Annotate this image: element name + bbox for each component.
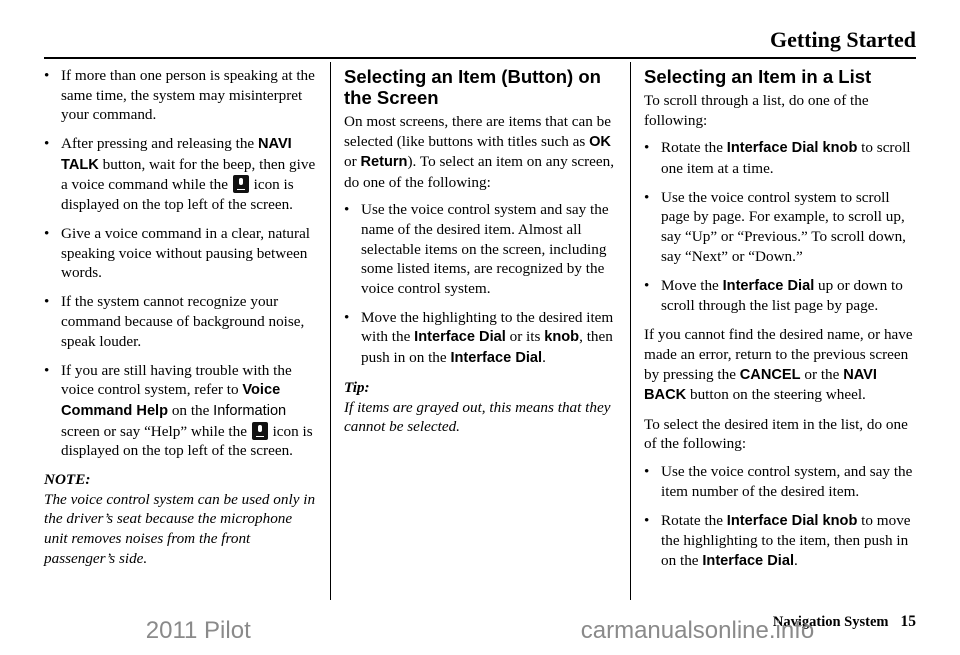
interface-dial-knob-key: Interface Dial knob: [726, 512, 858, 529]
scroll-list: [644, 138, 916, 316]
list-item-text: Use the voice control system, and say the item number of the desired item.: [661, 463, 913, 500]
paragraph-text: If you cannot find the desired name, or have made an error, return to the previous screen by pressing the: [644, 326, 913, 383]
column-2: [344, 66, 616, 437]
list-item-text: Rotate the: [661, 139, 723, 157]
note-label: NOTE:: [44, 471, 91, 489]
paragraph-text: button on the steering wheel.: [689, 386, 866, 404]
list-item: [44, 134, 316, 214]
list-item-text: Give a voice command in a clear, natural speaking voice without pausing between words.: [61, 225, 311, 282]
paragraph-text: or the: [804, 365, 840, 383]
list-item: [644, 138, 916, 178]
list-item: [644, 276, 916, 316]
microphone-icon: [252, 422, 268, 440]
paragraph: [644, 325, 916, 405]
select-button-list: [344, 200, 616, 368]
paragraph: [344, 112, 616, 192]
interface-dial-key: Interface Dial: [702, 552, 794, 569]
page-header-title: Getting Started: [769, 27, 916, 52]
tip-text: If items are grayed out, this means that they cannot be selected.: [344, 398, 611, 436]
list-item-text: After pressing and releasing the: [61, 135, 255, 153]
knob-key: knob: [544, 329, 580, 346]
return-key: Return: [360, 154, 408, 171]
page-number: 15: [900, 613, 916, 630]
list-item: [44, 292, 316, 351]
paragraph-text: ). To select an item on any screen, do one of the following:: [344, 153, 615, 191]
list-item-text: Rotate the: [661, 511, 723, 529]
voice-tips-list: [44, 66, 316, 461]
interface-dial-key: Interface Dial: [722, 277, 815, 294]
list-item-text: up or down to scroll through the list page by page.: [661, 276, 903, 315]
list-item-text: If more than one person is speaking at the same time, the system may misinterpret your command.: [61, 67, 315, 124]
watermark-site: carmanualsonline.info: [580, 617, 815, 644]
list-item-text: If the system cannot recognize your command because of background noise, speak louder.: [61, 293, 305, 350]
list-item: [44, 224, 316, 283]
section-heading: Selecting an Item (Button) on the Screen: [344, 66, 601, 108]
list-item-text: .: [794, 551, 798, 569]
section-heading: Selecting an Item in a List: [644, 66, 872, 87]
list-item: [644, 462, 916, 501]
column-divider: [330, 62, 331, 600]
footer-section: Navigation System: [772, 614, 889, 630]
list-item-text: icon is displayed on the top left of the screen.: [61, 422, 313, 460]
list-item-text: .: [542, 349, 546, 367]
paragraph: To scroll through a list, do one of the following:: [644, 92, 869, 129]
interface-dial-key: Interface Dial: [450, 350, 543, 367]
list-item: [344, 308, 616, 369]
voice-command-help-key: Voice Command Help: [61, 382, 281, 419]
note-text: The voice control system can be used only in the driver’s seat because the microphone unit removes noises from the front passenger’s side.: [44, 490, 316, 567]
header-rule: [44, 57, 916, 59]
column-1: [44, 66, 316, 568]
ok-key: OK: [589, 133, 611, 150]
list-item: [44, 361, 316, 461]
select-list-item-list: [644, 462, 916, 571]
paragraph: To select the desired item in the list, do one of the following:: [644, 415, 908, 453]
list-item-text: Use the voice control system and say the name of the desired item. Almost all selectable items on the screen, including some listed items, are recognized by the voice control system.: [361, 201, 609, 297]
list-item-text: or its: [509, 328, 541, 346]
interface-dial-key: Interface Dial: [414, 329, 506, 346]
list-item: [44, 66, 316, 125]
tip-label: Tip:: [344, 379, 370, 397]
list-item: [644, 188, 916, 266]
cancel-key: CANCEL: [739, 366, 801, 383]
list-item: [344, 200, 616, 298]
list-item-text: If you are still having trouble with the voice control system, refer to: [61, 361, 292, 399]
list-item: [644, 511, 916, 572]
list-item-text: , then push in on the: [361, 328, 613, 367]
navi-back-key: NAVI BACK: [644, 366, 877, 404]
list-item-text: on the: [171, 401, 210, 419]
list-item-text: Move the highlighting to the desired item with the: [361, 308, 614, 346]
microphone-icon: [233, 175, 249, 193]
list-item-text: icon is displayed on the top left of the screen.: [61, 176, 294, 214]
paragraph-text: or: [344, 153, 357, 171]
list-item-text: screen or say “Help” while the: [61, 422, 247, 440]
column-divider: [630, 62, 631, 600]
navi-talk-key: NAVI TALK: [61, 136, 292, 173]
interface-dial-knob-key: Interface Dial knob: [726, 140, 858, 157]
information-key: Information: [213, 402, 287, 419]
watermark: [0, 617, 960, 645]
paragraph-text: On most screens, there are items that can be selected (like buttons with titles such as: [344, 113, 611, 150]
list-item-text: to scroll one item at a time.: [661, 139, 911, 177]
list-item-text: to move the highlighting to the item, then push in on the: [661, 511, 911, 569]
list-item-text: Use the voice control system to scroll page by page. For example, to scroll up, say “Up” or “Previous.” To scroll down, say “Next” or “Down.”: [661, 188, 906, 265]
column-3: [644, 66, 916, 581]
list-item-text: Move the: [661, 276, 719, 294]
watermark-model: 2011 Pilot: [145, 617, 251, 644]
list-item-text: button, wait for the beep, then give a voice command while the: [61, 155, 316, 194]
